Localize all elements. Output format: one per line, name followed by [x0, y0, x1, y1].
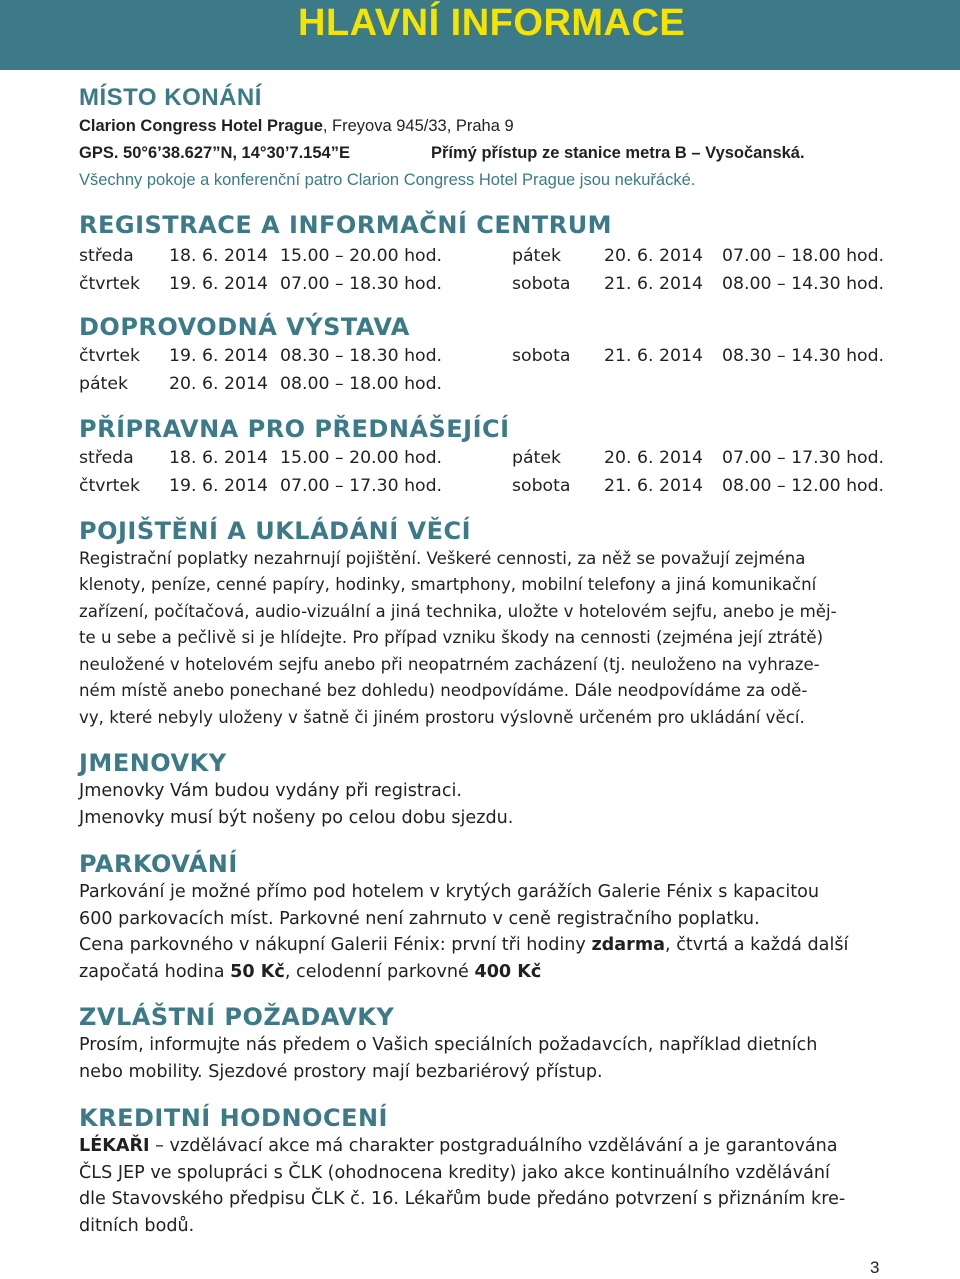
text-line: te u sebe a pečlivě si je hlídejte. Pro případ vzniku škody na cennosti (zejména její ztrátě) [79, 628, 824, 648]
time: 07.00 – 17.30 hod. [280, 475, 443, 496]
text-line: Jmenovky musí být nošeny po celou dobu sjezdu. [79, 807, 514, 828]
text-line: Parkování je možné přímo pod hotelem v krytých garážích Galerie Fénix s kapacitou [79, 882, 820, 903]
text-line: zařízení, počítačová, audio-vizuální a jiná technika, uložte v hotelovém sejfu, anebo je měj- [79, 601, 837, 621]
free-label: zdarma [591, 935, 666, 956]
day: středa [79, 245, 134, 266]
table-row [79, 444, 889, 472]
badges-heading: JMENOVKY [79, 749, 227, 778]
time: 08.00 – 12.00 hod. [722, 475, 885, 496]
text-segment: – vzdělávací akce má charakter postgraduálního vzdělávání a je garantována [149, 1136, 838, 1157]
insurance-heading: POJIŠTĚNÍ A UKLÁDÁNÍ VĚCÍ [79, 516, 472, 545]
main-content [79, 80, 889, 1239]
time: 07.00 – 18.30 hod. [280, 273, 443, 294]
text-line [79, 1133, 889, 1160]
time: 08.30 – 18.30 hod. [280, 345, 443, 366]
text-line [79, 932, 889, 959]
speakers-table [79, 444, 889, 500]
date: 21. 6. 2014 [604, 273, 703, 294]
date: 19. 6. 2014 [169, 345, 268, 366]
text-line: vy, které nebyly uloženy v šatně či jiném prostoru výslovně určeném pro ukládání věcí. [79, 707, 805, 727]
time: 07.00 – 17.30 hod. [722, 447, 885, 468]
venue-metro: Přímý přístup ze stanice metra B – Vysočanská. [431, 143, 805, 162]
parking-heading: PARKOVÁNÍ [79, 850, 238, 879]
day: pátek [512, 245, 561, 266]
header-banner [0, 0, 960, 70]
text-segment: Cena parkovného v nákupní Galerii Fénix: první tři hodiny [79, 935, 592, 956]
venue-gps-row [79, 140, 889, 167]
date: 19. 6. 2014 [169, 475, 268, 496]
venue-hotel-name: Clarion Congress Hotel Prague [79, 117, 323, 135]
exhibition-table [79, 342, 889, 398]
speakers-heading: PŘÍPRAVNA PRO PŘEDNÁŠEJÍCÍ [79, 414, 510, 443]
registration-heading: REGISTRACE A INFORMAČNÍ CENTRUM [79, 210, 613, 239]
text-segment: započatá hodina [79, 961, 231, 982]
credits-text [79, 1133, 889, 1239]
time: 15.00 – 20.00 hod. [280, 447, 443, 468]
credits-heading: KREDITNÍ HODNOCENÍ [79, 1104, 388, 1133]
date: 21. 6. 2014 [604, 475, 703, 496]
text-line: dle Stavovského předpisu ČLK č. 16. Lékařům bude předáno potvrzení s přiznáním kre- [79, 1189, 846, 1210]
day: středa [79, 447, 134, 468]
table-row [79, 370, 889, 398]
text-segment: , čtvrtá a každá další [665, 935, 849, 956]
venue-address [79, 113, 889, 140]
text-line: ditních bodů. [79, 1215, 195, 1236]
table-row [79, 270, 889, 298]
hourly-price: 50 Kč [230, 961, 285, 982]
day: pátek [79, 373, 128, 394]
special-text [79, 1032, 889, 1085]
time: 08.00 – 14.30 hod. [722, 273, 885, 294]
date: 18. 6. 2014 [169, 245, 268, 266]
doctors-label: LÉKAŘI [79, 1136, 150, 1157]
date: 20. 6. 2014 [604, 245, 703, 266]
page-title: HLAVNÍ INFORMACE [298, 2, 686, 44]
text-line: nebo mobility. Sjezdové prostory mají bezbariérový přístup. [79, 1061, 603, 1082]
day: čtvrtek [79, 273, 141, 294]
day: sobota [512, 345, 571, 366]
text-line: klenoty, peníze, cenné papíry, hodinky, smartphony, mobilní telefony a jiná komunikační [79, 575, 817, 595]
text-line: Jmenovky Vám budou vydány při registraci. [79, 781, 462, 802]
text-line: Registrační poplatky nezahrnují pojištění. Veškeré cennosti, za něž se považují zejména [79, 548, 806, 568]
parking-text [79, 879, 889, 985]
date: 19. 6. 2014 [169, 273, 268, 294]
time: 08.30 – 14.30 hod. [722, 345, 885, 366]
venue-gps: GPS. 50°6’38.627”N, 14°30’7.154”E [79, 143, 350, 162]
text-line: ném místě anebo ponechané bez dohledu) neodpovídáme. Dále neodpovídáme za odě- [79, 681, 808, 701]
page-number: 3 [870, 1258, 880, 1277]
special-heading: ZVLÁŠTNÍ POŽADAVKY [79, 1003, 395, 1032]
text-line: 600 parkovacích míst. Parkovné není zahrnuto v ceně registračního poplatku. [79, 908, 760, 929]
text-line: neuložené v hotelovém sejfu anebo při neopatrném zacházení (tj. neuloženo na vyhraze- [79, 654, 820, 674]
day: pátek [512, 447, 561, 468]
date: 18. 6. 2014 [169, 447, 268, 468]
day: čtvrtek [79, 475, 141, 496]
day: sobota [512, 475, 571, 496]
venue-heading: MÍSTO KONÁNÍ [79, 84, 262, 111]
date: 21. 6. 2014 [604, 345, 703, 366]
venue-nonsmoking: Všechny pokoje a konferenční patro Clarion Congress Hotel Prague jsou nekuřácké. [79, 170, 696, 189]
daily-price: 400 Kč [474, 961, 542, 982]
day: sobota [512, 273, 571, 294]
registration-table [79, 242, 889, 298]
text-segment: , celodenní parkovné [284, 961, 475, 982]
time: 15.00 – 20.00 hod. [280, 245, 443, 266]
date: 20. 6. 2014 [169, 373, 268, 394]
time: 07.00 – 18.00 hod. [722, 245, 885, 266]
insurance-text [79, 546, 889, 732]
time: 08.00 – 18.00 hod. [280, 373, 443, 394]
exhibition-heading: DOPROVODNÁ VÝSTAVA [79, 312, 410, 341]
text-line: Prosím, informujte nás předem o Vašich speciálních požadavcích, například dietních [79, 1035, 818, 1056]
table-row [79, 342, 889, 370]
date: 20. 6. 2014 [604, 447, 703, 468]
venue-hotel-address: , Freyova 945/33, Praha 9 [322, 117, 514, 135]
text-line: ČLS JEP ve spolupráci s ČLK (ohodnocena kredity) jako akce kontinuálního vzdělávání [79, 1162, 830, 1183]
day: čtvrtek [79, 345, 141, 366]
badges-text [79, 778, 889, 831]
table-row [79, 472, 889, 500]
text-line [79, 959, 889, 986]
table-row [79, 242, 889, 270]
